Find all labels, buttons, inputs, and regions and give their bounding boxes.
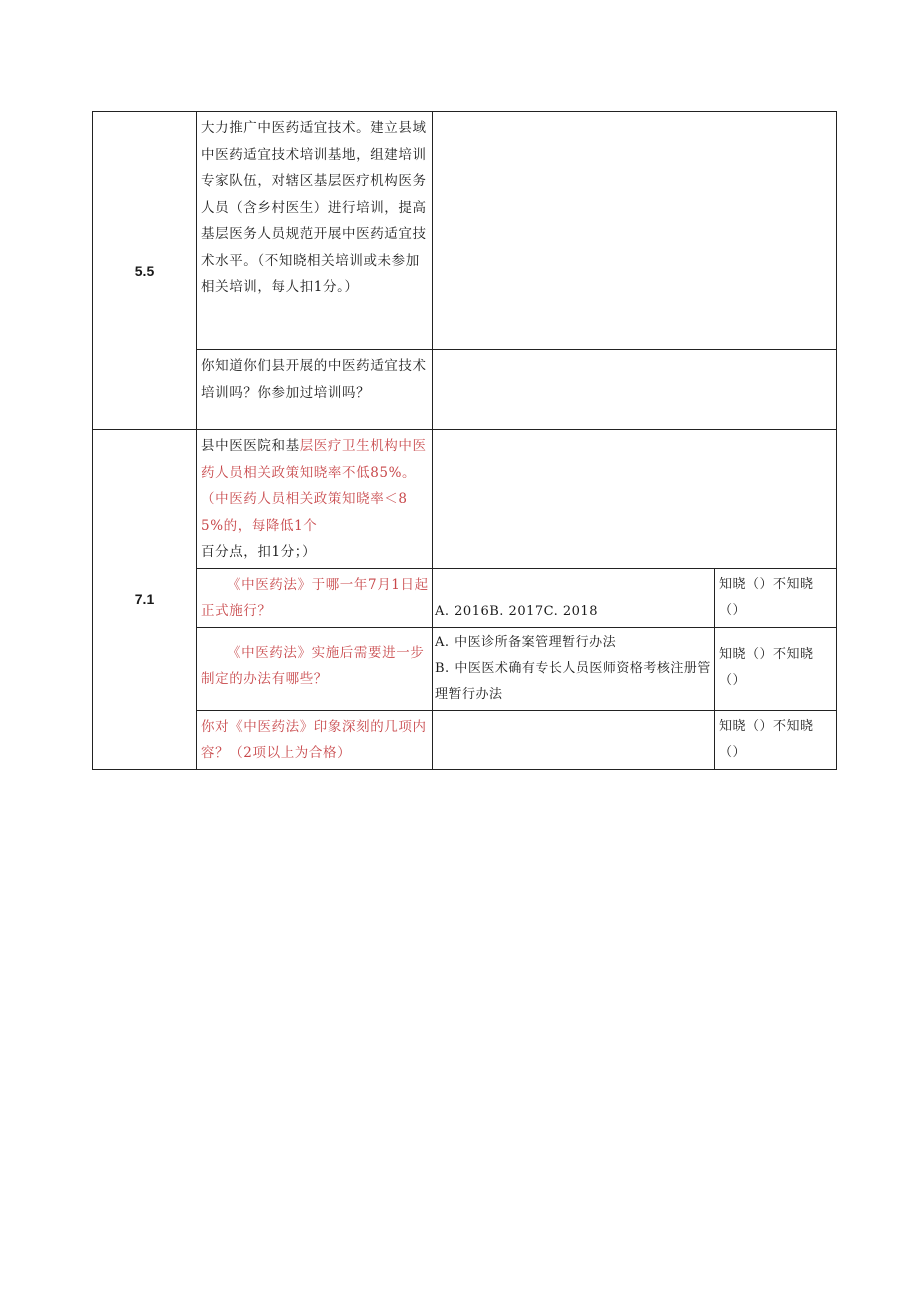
- table-row: [93, 350, 837, 430]
- awareness-status: 知晓（）不知晓（）: [715, 710, 837, 769]
- requirement-text: [197, 430, 433, 569]
- table-row: [93, 112, 837, 350]
- table-row: [93, 710, 837, 769]
- question-text: 《中医药法》实施后需要进一步制定的办法有哪些？: [197, 627, 433, 710]
- requirement-part-black-2: 百分点，扣1分；）: [201, 544, 317, 560]
- answer-option-a: A. 中医诊所备案管理暂行办法: [435, 634, 617, 650]
- table-row: [93, 430, 837, 569]
- awareness-status: 知晓（）不知晓（）: [715, 627, 837, 710]
- item-number: 7.1: [93, 430, 197, 770]
- question-text: 你知道你们县开展的中医药适宜技术培训吗？你参加过培训吗？: [197, 350, 433, 430]
- answer-options: [433, 627, 715, 710]
- table-row: [93, 568, 837, 627]
- answer-option-b: B. 中医医术确有专长人员医师资格考核注册管理暂行办法: [435, 660, 711, 702]
- answer-cell: [433, 112, 837, 350]
- item-number: 5.5: [93, 112, 197, 430]
- table-row: [93, 627, 837, 710]
- answer-cell: [433, 710, 715, 769]
- requirement-part-black: 县中医医院和基: [201, 438, 300, 454]
- question-text: 你对《中医药法》印象深刻的几项内容？（2项以上为合格）: [197, 710, 433, 769]
- awareness-status: 知晓（）不知晓（）: [715, 568, 837, 627]
- answer-options: A. 2016B. 2017C. 2018: [433, 568, 715, 627]
- answer-cell: [433, 350, 837, 430]
- requirement-text: 大力推广中医药适宜技术。建立县域中医药适宜技术培训基地，组建培训专家队伍，对辖区基层医疗机构医务人员（含乡村医生）进行培训，提高基层医务人员规范开展中医药适宜技术水平。（不知晓相关培训或未参加相关培训，每人扣1分。）: [197, 112, 433, 350]
- answer-cell: [433, 430, 837, 569]
- question-text: 《中医药法》于哪一年7月1日起正式施行？: [197, 568, 433, 627]
- requirement-part-red: 层医疗卫生机构中医药人员相关政策知晓率不低85%。（中医药人员相关政策知晓率＜85%的，每降低1个: [201, 438, 427, 534]
- assessment-table: [92, 111, 837, 770]
